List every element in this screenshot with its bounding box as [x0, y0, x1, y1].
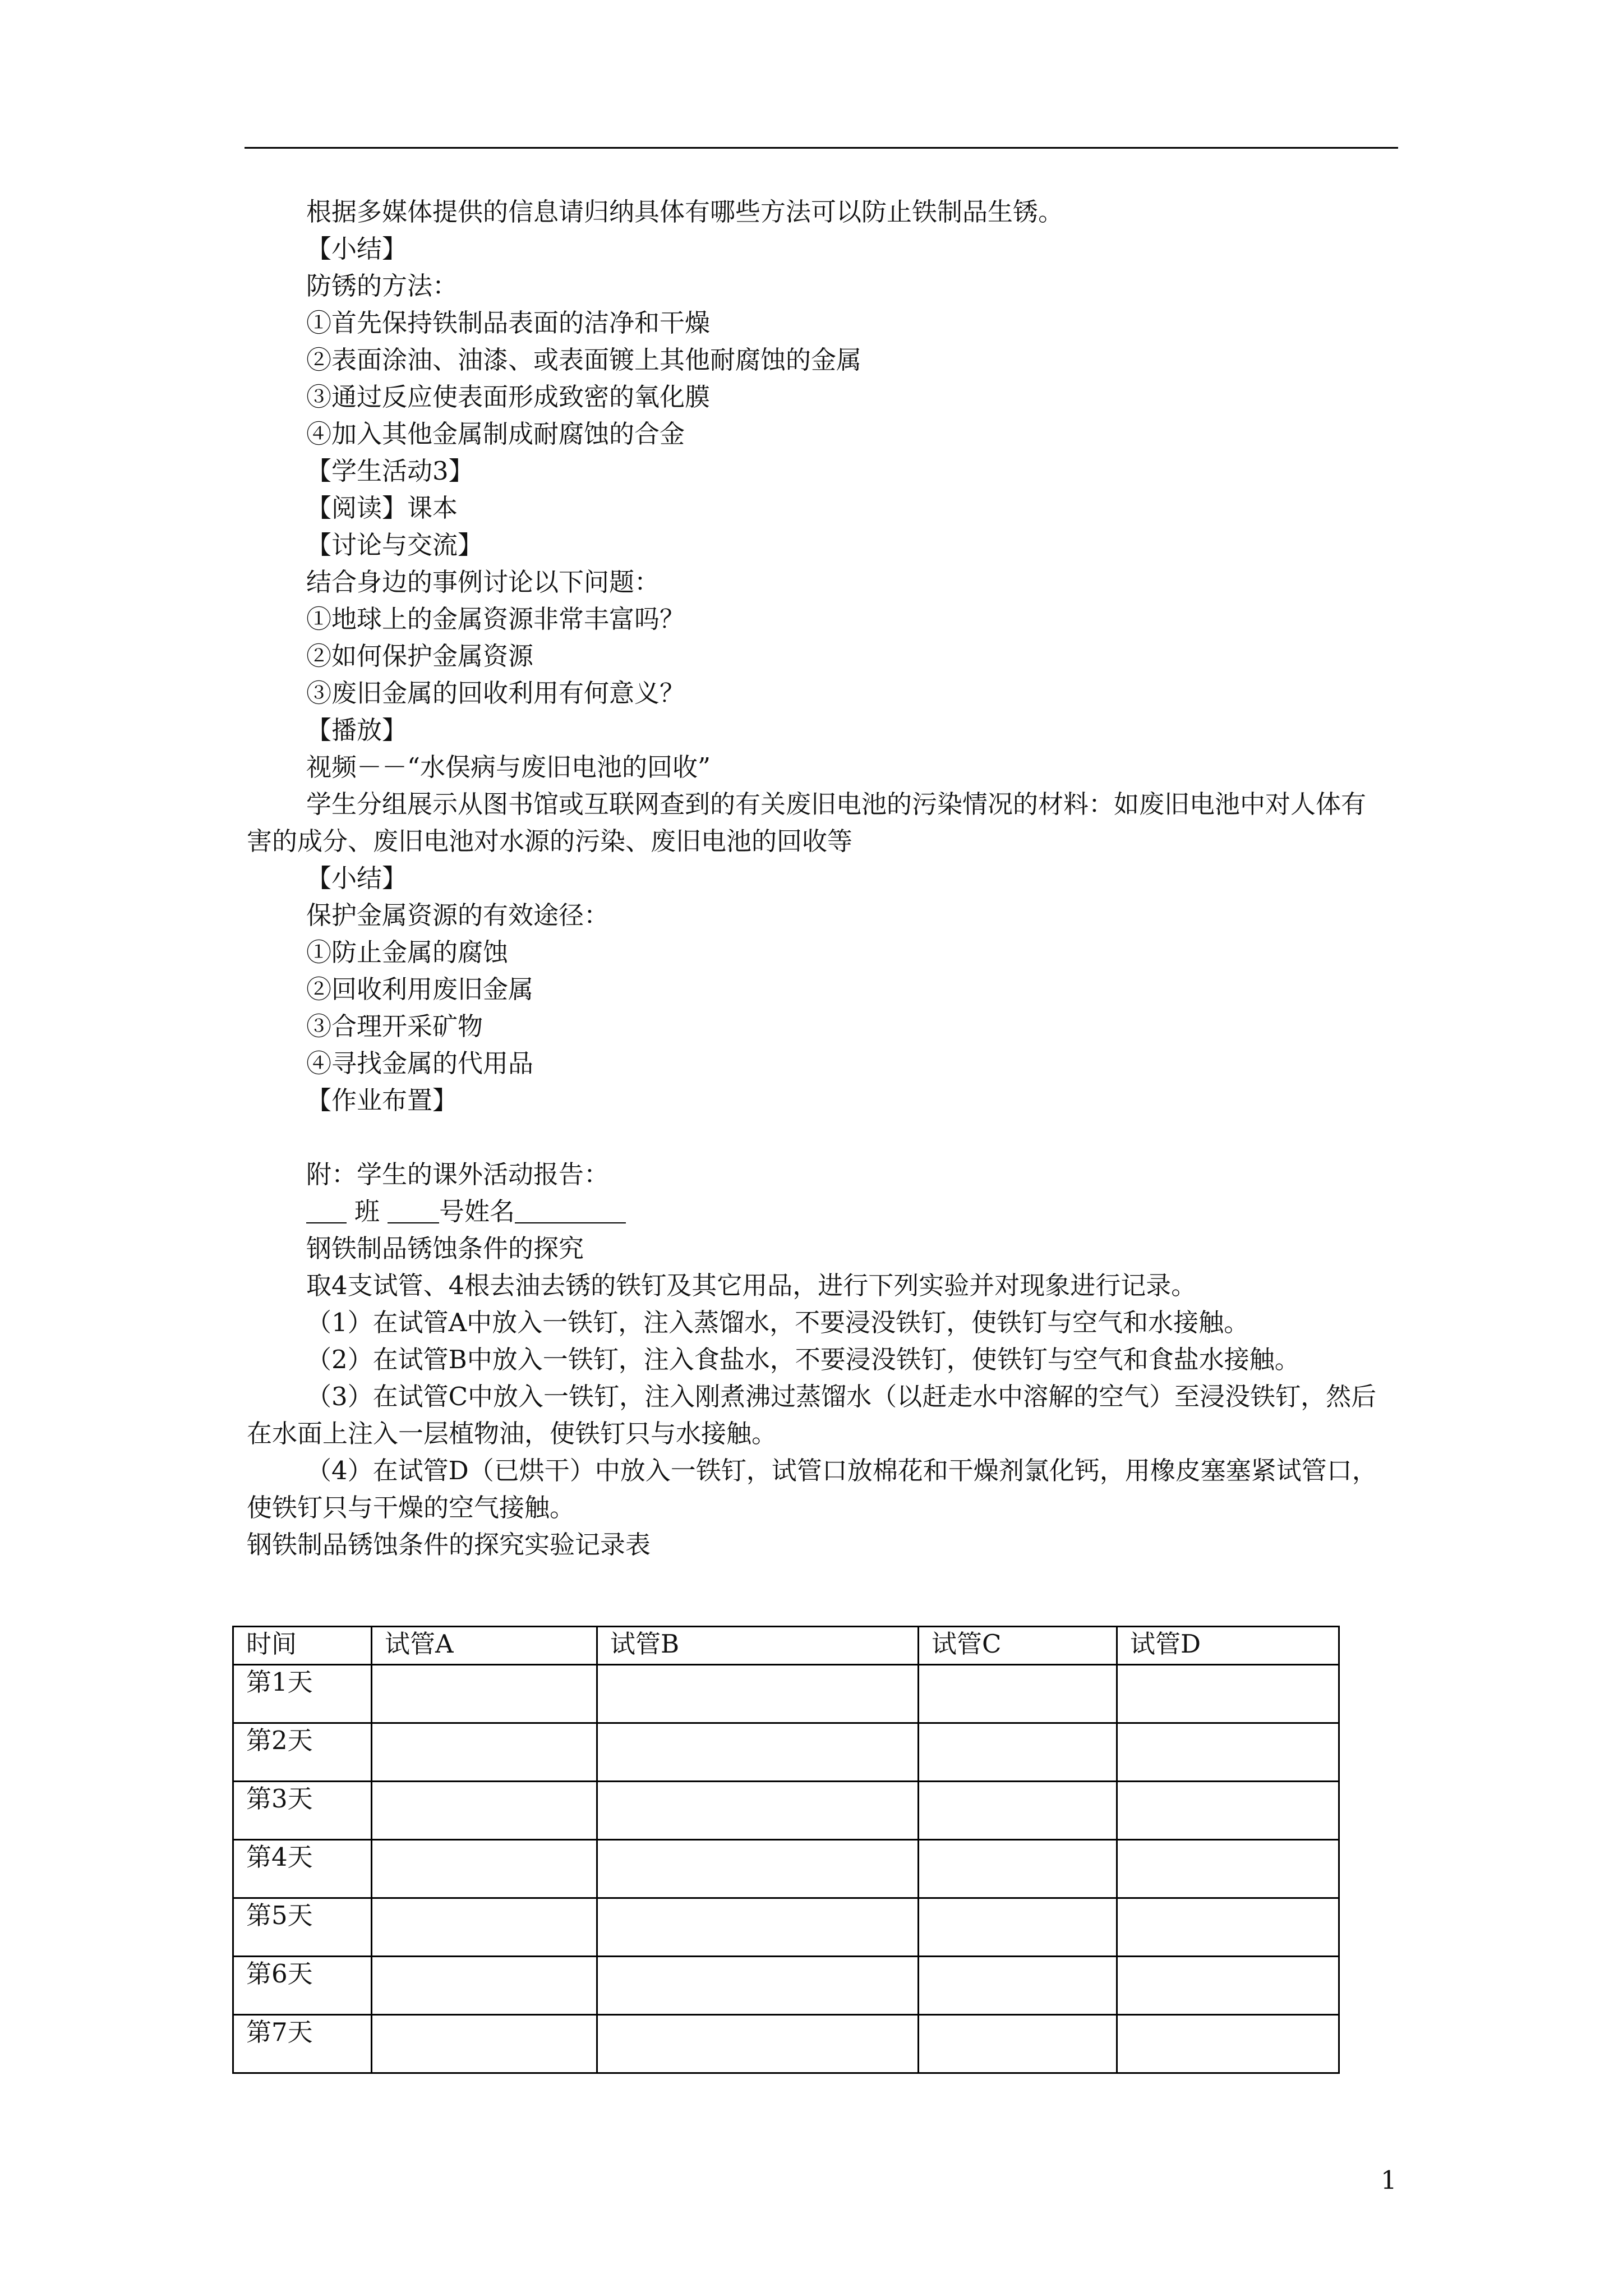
column-header: 试管C — [919, 1627, 1117, 1665]
paragraph: 附：学生的课外活动报告： — [306, 1159, 610, 1189]
table-title: 钢铁制品锈蚀条件的探究实验记录表 — [247, 1530, 651, 1559]
paragraph: 取4支试管、4根去油去锈的铁钉及其它用品，进行下列实验并对现象进行记录。 — [306, 1271, 1197, 1300]
section-heading: 【讨论与交流】 — [306, 530, 483, 560]
experiment-step: （3）在试管C中放入一铁钉，注入刚煮沸过蒸馏水（以赶走水中溶解的空气）至浸没铁钉，然后在水面上注入一层植物油，使铁钉只与水接触。 — [247, 1382, 1377, 1448]
page-number: 1 — [1381, 2165, 1397, 2195]
document-body — [247, 194, 1391, 1563]
record-cell[interactable] — [597, 1840, 919, 1898]
day-label: 第6天 — [233, 1957, 372, 2015]
day-label: 第2天 — [233, 1723, 372, 1782]
record-cell[interactable] — [372, 1665, 597, 1723]
section-heading: 【小结】 — [306, 234, 408, 264]
table-row — [233, 1723, 1339, 1782]
section-heading: 【阅读】课本 — [306, 493, 458, 523]
record-cell[interactable] — [1117, 1782, 1339, 1840]
section-heading: 【播放】 — [306, 715, 408, 745]
record-cell[interactable] — [372, 1957, 597, 2015]
table-row — [233, 1957, 1339, 2015]
record-cell[interactable] — [1117, 2015, 1339, 2073]
record-cell[interactable] — [919, 1665, 1117, 1723]
list-item: ①首先保持铁制品表面的洁净和干燥 — [306, 308, 711, 338]
section-heading: 【学生活动3】 — [306, 456, 474, 486]
column-header: 试管A — [372, 1627, 597, 1665]
column-header: 试管B — [597, 1627, 919, 1665]
record-cell[interactable] — [372, 1898, 597, 1957]
record-cell[interactable] — [597, 1723, 919, 1782]
table-row — [233, 1782, 1339, 1840]
paragraph: 视频－－“水俣病与废旧电池的回收” — [306, 752, 711, 782]
list-item: ④寻找金属的代用品 — [306, 1048, 534, 1078]
number-blank — [388, 1197, 439, 1223]
column-header: 时间 — [233, 1627, 372, 1665]
paragraph: 防锈的方法： — [306, 271, 458, 301]
record-cell[interactable] — [919, 2015, 1117, 2073]
record-cell[interactable] — [919, 1782, 1117, 1840]
header-rule — [245, 147, 1398, 149]
list-item: ③通过反应使表面形成致密的氧化膜 — [306, 382, 711, 412]
class-blank — [306, 1197, 347, 1223]
day-label: 第4天 — [233, 1840, 372, 1898]
record-cell[interactable] — [597, 1665, 919, 1723]
day-label: 第5天 — [233, 1898, 372, 1957]
list-item: ④加入其他金属制成耐腐蚀的合金 — [306, 419, 685, 449]
table-row — [233, 1898, 1339, 1957]
class-label: 班 — [354, 1197, 380, 1226]
record-cell[interactable] — [1117, 1665, 1339, 1723]
column-header: 试管D — [1117, 1627, 1339, 1665]
day-label: 第3天 — [233, 1782, 372, 1840]
record-cell[interactable] — [597, 1957, 919, 2015]
experiment-step: （4）在试管D（已烘干）中放入一铁钉，试管口放棉花和干燥剂氯化钙，用橡皮塞塞紧试管口，使铁钉只与干燥的空气接触。 — [247, 1456, 1377, 1522]
record-cell[interactable] — [1117, 1840, 1339, 1898]
paragraph: 结合身边的事例讨论以下问题： — [306, 567, 660, 597]
table-row — [233, 2015, 1339, 2073]
list-item: ①地球上的金属资源非常丰富吗？ — [306, 604, 685, 634]
paragraph: 根据多媒体提供的信息请归纳具体有哪些方法可以防止铁制品生锈。 — [306, 197, 1064, 227]
list-item: ②如何保护金属资源 — [306, 641, 534, 671]
record-cell[interactable] — [597, 2015, 919, 2073]
table-row — [233, 1665, 1339, 1723]
record-table — [232, 1626, 1340, 2074]
record-cell[interactable] — [597, 1898, 919, 1957]
experiment-step: （2）在试管B中放入一铁钉，注入食盐水，不要浸没铁钉，使铁钉与空气和食盐水接触。 — [306, 1345, 1300, 1374]
student-info-line — [247, 1193, 1391, 1230]
paragraph: 保护金属资源的有效途径： — [306, 900, 610, 930]
table-header-row — [233, 1627, 1339, 1665]
paragraph: 学生分组展示从图书馆或互联网查到的有关废旧电池的污染情况的材料：如废旧电池中对人体有害的成分、废旧电池对水源的污染、废旧电池的回收等 — [247, 789, 1367, 856]
list-item: ③废旧金属的回收利用有何意义？ — [306, 678, 685, 708]
name-blank — [515, 1197, 626, 1223]
record-cell[interactable] — [1117, 1723, 1339, 1782]
day-label: 第1天 — [233, 1665, 372, 1723]
record-cell[interactable] — [1117, 1898, 1339, 1957]
section-heading: 【作业布置】 — [306, 1085, 458, 1115]
record-cell[interactable] — [372, 1782, 597, 1840]
number-name-label: 号姓名 — [439, 1197, 515, 1226]
record-cell[interactable] — [372, 1723, 597, 1782]
list-item: ③合理开采矿物 — [306, 1011, 483, 1041]
report-title: 钢铁制品锈蚀条件的探究 — [306, 1234, 584, 1263]
record-cell[interactable] — [919, 1957, 1117, 2015]
record-cell[interactable] — [919, 1840, 1117, 1898]
list-item: ②回收利用废旧金属 — [306, 974, 534, 1004]
experiment-step: （1）在试管A中放入一铁钉，注入蒸馏水，不要浸没铁钉，使铁钉与空气和水接触。 — [306, 1308, 1249, 1337]
record-cell[interactable] — [372, 1840, 597, 1898]
day-label: 第7天 — [233, 2015, 372, 2073]
table-row — [233, 1840, 1339, 1898]
list-item: ②表面涂油、油漆、或表面镀上其他耐腐蚀的金属 — [306, 345, 862, 375]
record-cell[interactable] — [919, 1898, 1117, 1957]
record-cell[interactable] — [919, 1723, 1117, 1782]
record-cell[interactable] — [1117, 1957, 1339, 2015]
record-cell[interactable] — [372, 2015, 597, 2073]
list-item: ①防止金属的腐蚀 — [306, 937, 509, 967]
section-heading: 【小结】 — [306, 863, 408, 893]
record-cell[interactable] — [597, 1782, 919, 1840]
